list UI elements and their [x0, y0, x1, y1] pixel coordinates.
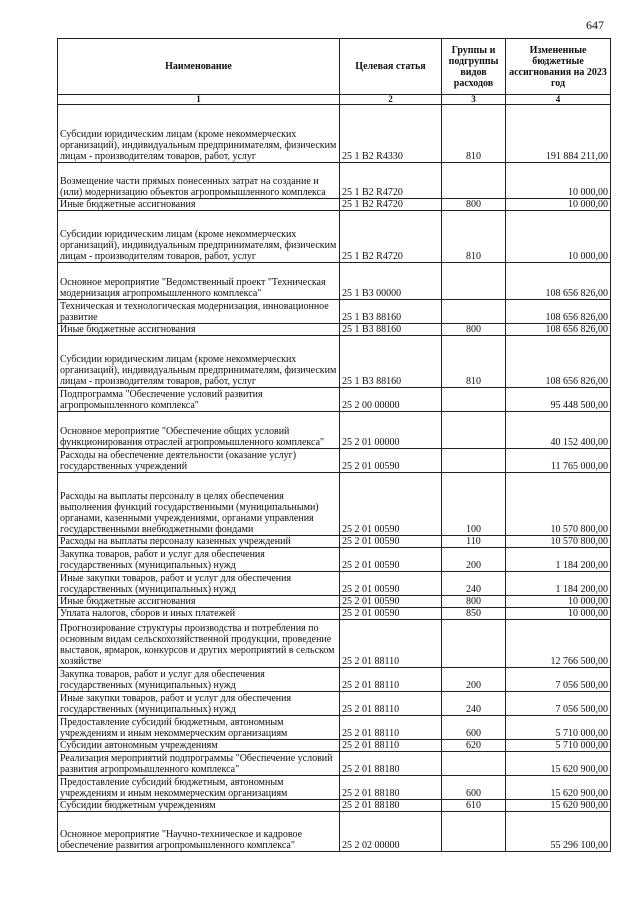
row-name: Иные закупки товаров, работ и услуг для обеспечения государственных (муниципальных) нужд [58, 572, 340, 596]
row-name: Возмещение части прямых понесенных затрат на создание и (или) модернизацию объектов агропромышленного комплекса [58, 163, 340, 199]
row-amount: 10 000,00 [506, 199, 611, 211]
row-name: Иные бюджетные ассигнования [58, 324, 340, 336]
row-code: 25 2 01 00590 [340, 548, 442, 572]
row-amount: 15 620 900,00 [506, 752, 611, 776]
row-name: Субсидии автономным учреждениям [58, 740, 340, 752]
table-row [58, 199, 611, 211]
row-group: 200 [442, 548, 506, 572]
row-group: 600 [442, 716, 506, 740]
row-code: 25 2 01 88180 [340, 752, 442, 776]
header-row [58, 39, 611, 95]
row-amount: 11 765 000,00 [506, 449, 611, 473]
row-code: 25 2 01 00000 [340, 412, 442, 449]
row-code: 25 2 01 88110 [340, 692, 442, 716]
table-row [58, 620, 611, 668]
table-row [58, 752, 611, 776]
row-name: Основное мероприятие "Ведомственный проект "Техническая модернизация агропромышленного комплекса" [58, 263, 340, 300]
row-amount: 10 570 800,00 [506, 473, 611, 536]
row-name: Уплата налогов, сборов и иных платежей [58, 608, 340, 620]
row-group [442, 388, 506, 412]
column-number-row [58, 95, 611, 105]
row-amount: 1 184 200,00 [506, 548, 611, 572]
table-row [58, 740, 611, 752]
row-group: 600 [442, 776, 506, 800]
row-group: 240 [442, 572, 506, 596]
table-row [58, 536, 611, 548]
row-code: 25 2 01 00590 [340, 596, 442, 608]
row-amount: 7 056 500,00 [506, 692, 611, 716]
row-group [442, 263, 506, 300]
table-row [58, 211, 611, 263]
header-group: Группы и подгруппы видов расходов [442, 39, 506, 95]
row-code: 25 1 В2 R4720 [340, 163, 442, 199]
table-row [58, 716, 611, 740]
row-group [442, 449, 506, 473]
row-name: Расходы на выплаты персоналу в целях обеспечения выполнения функций государственными (муниципальными) органами, казенными учреждениями, органами управления государственными внебюджетными фондами [58, 473, 340, 536]
row-code: 25 2 02 00000 [340, 812, 442, 852]
row-group [442, 752, 506, 776]
row-amount: 12 766 500,00 [506, 620, 611, 668]
row-group: 200 [442, 668, 506, 692]
row-amount: 15 620 900,00 [506, 800, 611, 812]
row-name: Основное мероприятие "Научно-техническое и кадровое обеспечение развития агропромышленного комплекса" [58, 812, 340, 852]
row-code: 25 2 01 88180 [340, 776, 442, 800]
row-group: 810 [442, 105, 506, 163]
row-amount: 1 184 200,00 [506, 572, 611, 596]
row-name: Техническая и технологическая модернизация, инновационное развитие [58, 300, 340, 324]
table-row [58, 105, 611, 163]
row-code: 25 2 01 00590 [340, 449, 442, 473]
row-amount: 10 570 800,00 [506, 536, 611, 548]
row-name: Подпрограмма "Обеспечение условий развития агропромышленного комплекса" [58, 388, 340, 412]
table-row [58, 776, 611, 800]
table-row [58, 608, 611, 620]
row-code: 25 2 01 00590 [340, 572, 442, 596]
row-amount: 108 656 826,00 [506, 324, 611, 336]
row-group: 240 [442, 692, 506, 716]
row-code: 25 2 00 00000 [340, 388, 442, 412]
column-number: 2 [340, 95, 442, 105]
table-row [58, 336, 611, 388]
row-group: 100 [442, 473, 506, 536]
row-amount: 10 000,00 [506, 163, 611, 199]
row-amount: 10 000,00 [506, 596, 611, 608]
row-code: 25 2 01 88110 [340, 740, 442, 752]
table-row [58, 800, 611, 812]
budget-table [57, 38, 611, 852]
row-group [442, 300, 506, 324]
row-group [442, 812, 506, 852]
row-name: Иные бюджетные ассигнования [58, 199, 340, 211]
row-code: 25 2 01 88180 [340, 800, 442, 812]
table-row [58, 812, 611, 852]
row-code: 25 2 01 88110 [340, 716, 442, 740]
row-name: Прогнозирование структуры производства и потребления по основным видам сельскохозяйственной продукции, проведение выставок, ярмарок, конкурсов и других мероприятий в сельском хозяйстве [58, 620, 340, 668]
row-amount: 191 884 211,00 [506, 105, 611, 163]
table-row [58, 300, 611, 324]
row-amount: 108 656 826,00 [506, 263, 611, 300]
table-row [58, 668, 611, 692]
row-amount: 55 296 100,00 [506, 812, 611, 852]
row-group: 800 [442, 596, 506, 608]
table-row [58, 548, 611, 572]
row-name: Иные бюджетные ассигнования [58, 596, 340, 608]
row-code: 25 2 01 00590 [340, 536, 442, 548]
row-group: 110 [442, 536, 506, 548]
column-number: 4 [506, 95, 611, 105]
row-name: Иные закупки товаров, работ и услуг для обеспечения государственных (муниципальных) нужд [58, 692, 340, 716]
row-name: Закупка товаров, работ и услуг для обеспечения государственных (муниципальных) нужд [58, 668, 340, 692]
row-group: 800 [442, 324, 506, 336]
row-name: Расходы на выплаты персоналу казенных учреждений [58, 536, 340, 548]
table-row [58, 324, 611, 336]
table-row [58, 692, 611, 716]
row-code: 25 2 01 00590 [340, 473, 442, 536]
row-name: Субсидии юридическим лицам (кроме некоммерческих организаций), индивидуальным предпринимателям, физическим лицам - производителям товаров, работ, услуг [58, 336, 340, 388]
row-group: 810 [442, 336, 506, 388]
table-row [58, 163, 611, 199]
row-amount: 7 056 500,00 [506, 668, 611, 692]
row-name: Предоставление субсидий бюджетным, автономным учреждениям и иным некоммерческим организациям [58, 776, 340, 800]
row-code: 25 1 В3 88160 [340, 336, 442, 388]
row-name: Субсидии юридическим лицам (кроме некоммерческих организаций), индивидуальным предпринимателям, физическим лицам - производителям товаров, работ, услуг [58, 211, 340, 263]
table-row [58, 449, 611, 473]
row-group: 620 [442, 740, 506, 752]
table-body [58, 105, 611, 852]
row-group: 810 [442, 211, 506, 263]
row-code: 25 2 01 88110 [340, 620, 442, 668]
header-amount: Измененные бюджетные ассигнования на 2023 год [506, 39, 611, 95]
row-name: Предоставление субсидий бюджетным, автономным учреждениям и иным некоммерческим организациям [58, 716, 340, 740]
table-row [58, 263, 611, 300]
header-name: Наименование [58, 39, 340, 95]
row-name: Реализация мероприятий подпрограммы "Обеспечение условий развития агропромышленного комплекса" [58, 752, 340, 776]
row-name: Основное мероприятие "Обеспечение общих условий функционирования отраслей агропромышленного комплекса" [58, 412, 340, 449]
column-number: 3 [442, 95, 506, 105]
row-name: Субсидии юридическим лицам (кроме некоммерческих организаций), индивидуальным предпринимателям, физическим лицам - производителям товаров, работ, услуг [58, 105, 340, 163]
row-group: 800 [442, 199, 506, 211]
row-amount: 5 710 000,00 [506, 716, 611, 740]
row-group: 610 [442, 800, 506, 812]
row-amount: 108 656 826,00 [506, 300, 611, 324]
row-amount: 95 448 500,00 [506, 388, 611, 412]
row-code: 25 1 В2 R4720 [340, 211, 442, 263]
row-group [442, 163, 506, 199]
row-group: 850 [442, 608, 506, 620]
header-code: Целевая статья [340, 39, 442, 95]
row-amount: 108 656 826,00 [506, 336, 611, 388]
row-name: Субсидии бюджетным учреждениям [58, 800, 340, 812]
row-amount: 15 620 900,00 [506, 776, 611, 800]
row-amount: 40 152 400,00 [506, 412, 611, 449]
table-row [58, 596, 611, 608]
table-row [58, 572, 611, 596]
row-code: 25 1 В3 00000 [340, 263, 442, 300]
row-code: 25 2 01 88110 [340, 668, 442, 692]
table-row [58, 388, 611, 412]
row-group [442, 412, 506, 449]
row-amount: 10 000,00 [506, 211, 611, 263]
row-amount: 10 000,00 [506, 608, 611, 620]
row-code: 25 1 В3 88160 [340, 324, 442, 336]
page-number: 647 [586, 18, 604, 32]
row-name: Закупка товаров, работ и услуг для обеспечения государственных (муниципальных) нужд [58, 548, 340, 572]
row-group [442, 620, 506, 668]
row-code: 25 2 01 00590 [340, 608, 442, 620]
row-code: 25 1 В2 R4720 [340, 199, 442, 211]
row-code: 25 1 В3 88160 [340, 300, 442, 324]
row-amount: 5 710 000,00 [506, 740, 611, 752]
table-row [58, 412, 611, 449]
row-code: 25 1 В2 R4330 [340, 105, 442, 163]
column-number: 1 [58, 95, 340, 105]
table-row [58, 473, 611, 536]
row-name: Расходы на обеспечение деятельности (оказание услуг) государственных учреждений [58, 449, 340, 473]
